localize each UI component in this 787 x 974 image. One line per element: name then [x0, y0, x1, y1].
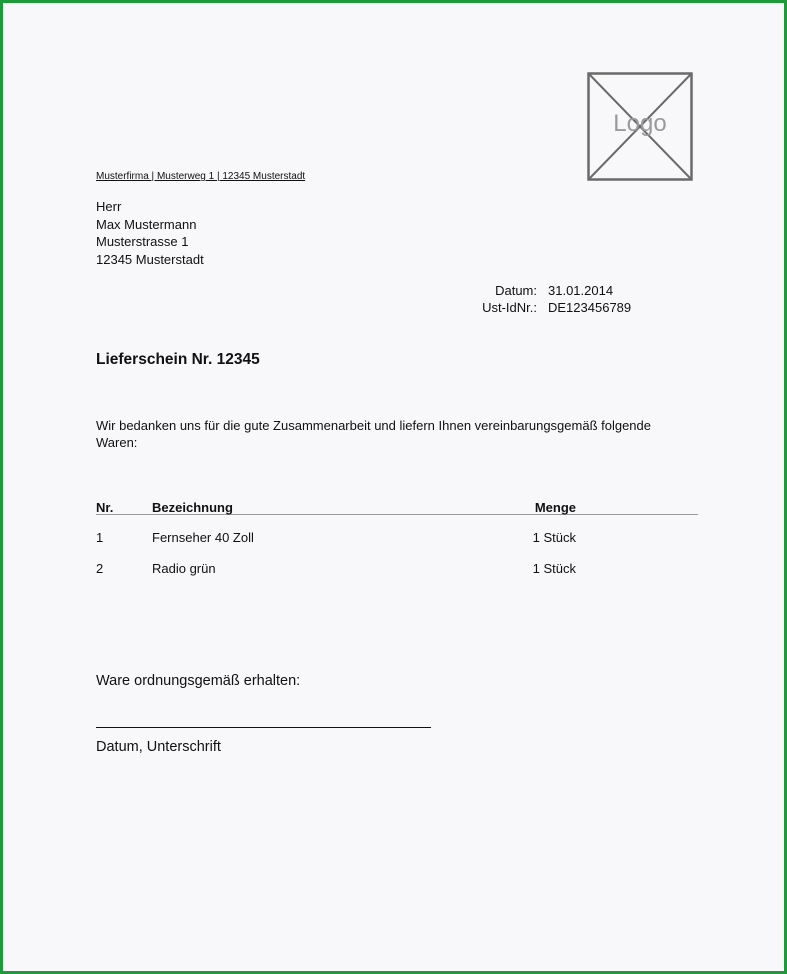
document-title: Lieferschein Nr. 12345	[96, 351, 260, 368]
table-row	[96, 530, 698, 546]
signature-line	[96, 727, 431, 728]
recipient-salutation: Herr	[96, 199, 122, 214]
date-label: Datum:	[495, 283, 537, 298]
logo-text: Logo	[613, 110, 667, 137]
recipient-name: Max Mustermann	[96, 216, 197, 232]
header-nr: Nr.	[96, 500, 114, 515]
recipient-city: 12345 Musterstadt	[96, 251, 204, 267]
header-bezeichnung: Bezeichnung	[152, 500, 233, 515]
intro-text: Wir bedanken uns für die gute Zusammenarbeit und liefern Ihnen vereinbarungsgemäß folgende Waren:	[96, 418, 652, 450]
table-header	[96, 500, 698, 515]
row-menge: 1 Stück	[532, 561, 576, 576]
vat-id-value: DE123456789	[548, 300, 632, 315]
signature-caption: Datum, Unterschrift	[96, 739, 221, 755]
date-value: 31.01.2014	[548, 283, 614, 298]
row-nr: 1	[96, 530, 104, 545]
row-nr: 2	[96, 561, 104, 576]
table-row	[96, 561, 698, 577]
row-bezeichnung: Fernseher 40 Zoll	[152, 530, 254, 545]
header-menge: Menge	[534, 500, 576, 515]
row-bezeichnung: Radio grün	[152, 561, 216, 576]
sender-address-line: Musterfirma | Musterweg 1 | 12345 Musterstadt	[96, 171, 306, 182]
recipient-address	[96, 198, 204, 268]
meta-values	[548, 282, 631, 316]
goods-received-text: Ware ordnungsgemäß erhalten:	[96, 673, 301, 689]
recipient-street: Musterstrasse 1	[96, 234, 189, 249]
meta-labels	[443, 282, 537, 316]
logo-placeholder	[587, 72, 693, 181]
vat-id-label: Ust-IdNr.:	[482, 300, 537, 315]
row-menge: 1 Stück	[532, 530, 576, 545]
